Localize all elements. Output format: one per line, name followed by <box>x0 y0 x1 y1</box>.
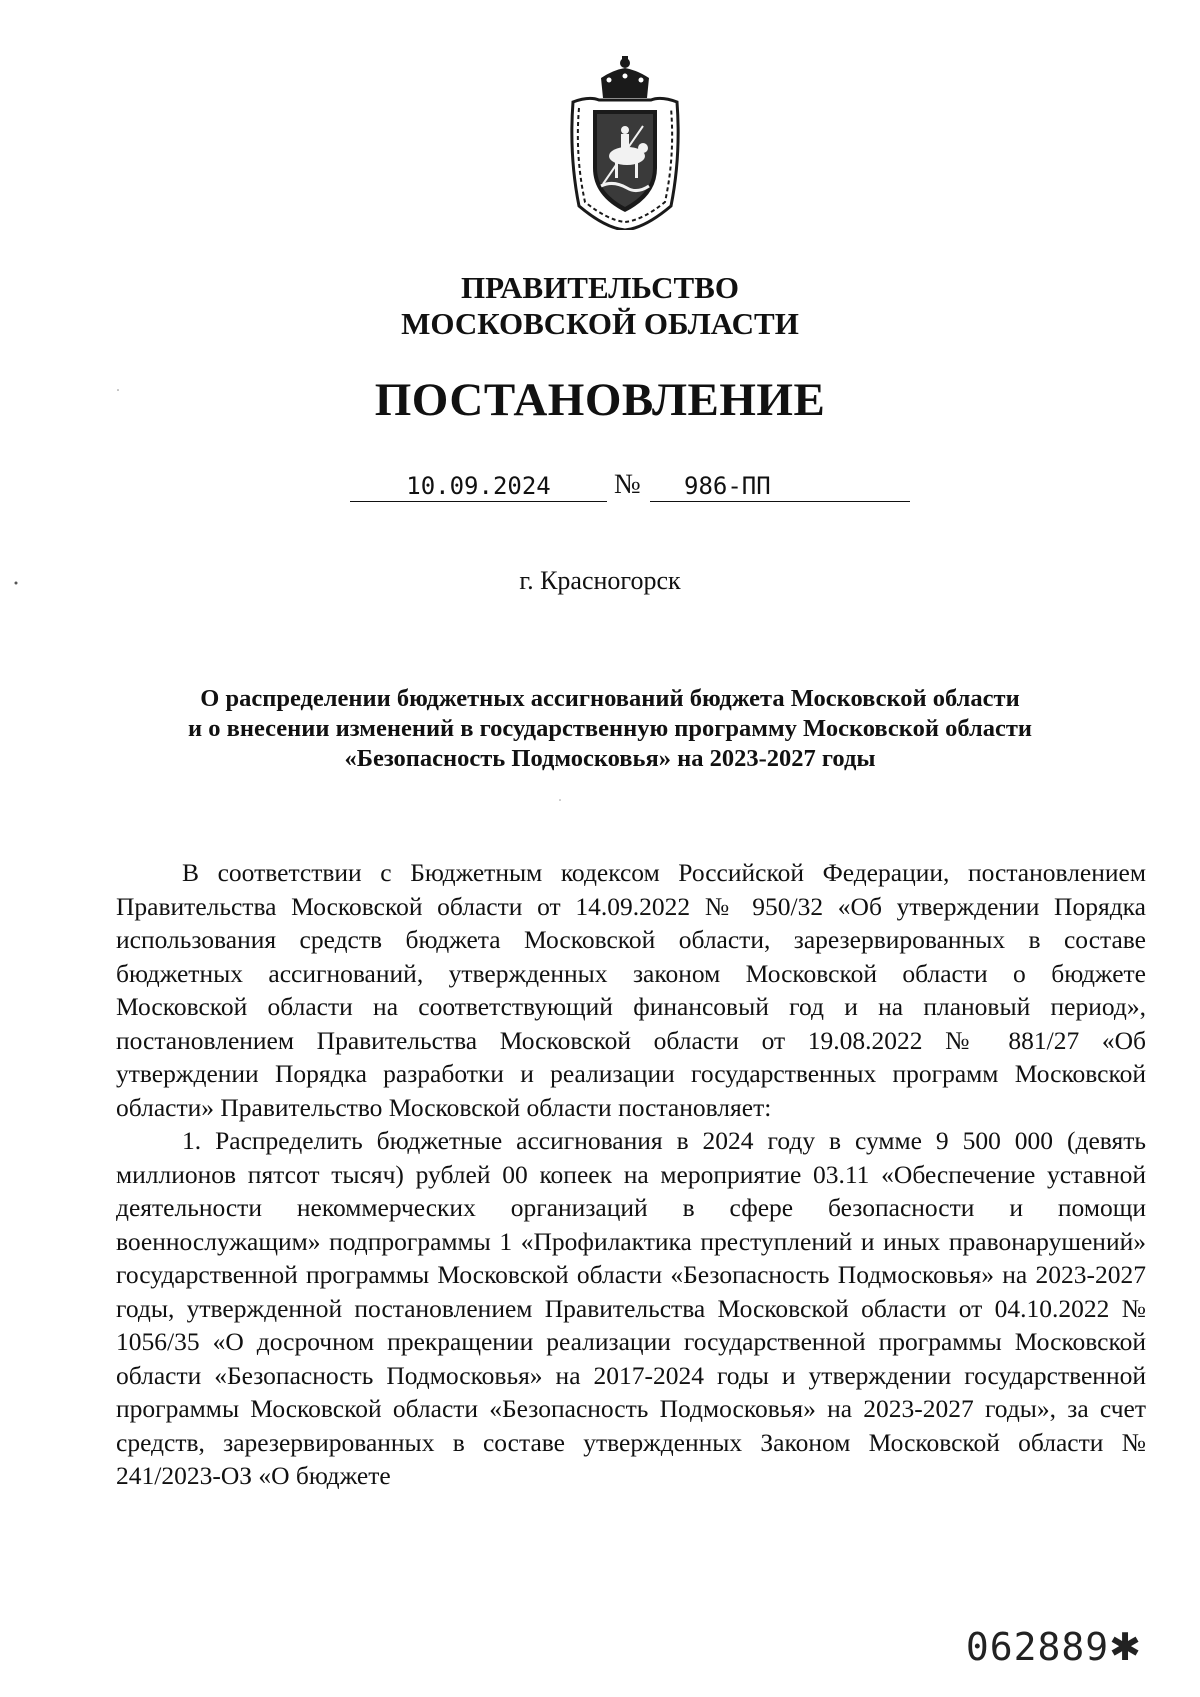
document-subject <box>150 684 1070 774</box>
subject-line2: и о внесении изменений в государственную программу Московской области <box>188 715 1032 742</box>
organization-name-line1: ПРАВИТЕЛЬСТВО <box>461 270 739 305</box>
organization-name-line2: МОСКОВСКОЙ ОБЛАСТИ <box>401 306 799 341</box>
document-date: 10.09.2024 <box>350 471 607 502</box>
coat-of-arms-icon <box>565 56 685 230</box>
document-body <box>116 856 1146 1493</box>
document-number: 986-ПП <box>650 471 910 502</box>
serial-number: 062889 <box>965 1625 1110 1669</box>
date-number-line <box>350 466 910 502</box>
subject-line3: «Безопасность Подмосковья» на 2023-2027 годы <box>344 745 876 772</box>
document-type-title: ПОСТАНОВЛЕНИЕ <box>374 374 826 426</box>
star-icon: ✱ <box>1109 1625 1142 1669</box>
number-sign: № <box>614 469 641 500</box>
body-paragraph-item1: 1. Распределить бюджетные ассигнования в 2024 году в сумме 9 500 000 (девять миллионов пятсот тысяч) рублей 00 копеек на мероприятие 03.11 «Обеспечение уставной деятельности некоммерческих организаций в сфере безопасности и помощи военнослужащим» подпрограммы 1 «Профилактика преступлений и иных правонарушений» государственной программы Московской области «Безопасность Подмосковья» на 2023-2027 годы, утвержденной постановлением Правительства Московской области от 04.10.2022 № 1056/35 «О досрочном прекращении реализации государственной программы Московской области «Безопасность Подмосковья» на 2017-2024 годы и утверждении государственной программы Московской области «Безопасность Подмосковья» на 2023-2027 годы», за счет средств, зарезервированных в составе утвержденных Законом Московской области № 241/2023-ОЗ «О бюджете <box>116 1126 1146 1490</box>
city-name: г. Красногорск <box>519 566 681 595</box>
subject-line1: О распределении бюджетных ассигнований бюджета Московской области <box>200 685 1020 712</box>
body-paragraph-preamble: В соответствии с Бюджетным кодексом Российской Федерации, постановлением Правительства Московской области от 14.09.2022 № 950/32 «Об утверждении Порядка использования средств бюджета Московской области, зарезервированных в составе бюджетных ассигнований, утвержденных законом Московской области о бюджете Московской области на соответствующий финансовый год и на плановый период», постановлением Правительства Московской области от 19.08.2022 № 881/27 «Об утверждении Порядка разработки и реализации государственных программ Московской области» Правительство Московской области постановляет: <box>116 858 1146 1122</box>
serial-number-stamp <box>966 1626 1142 1668</box>
